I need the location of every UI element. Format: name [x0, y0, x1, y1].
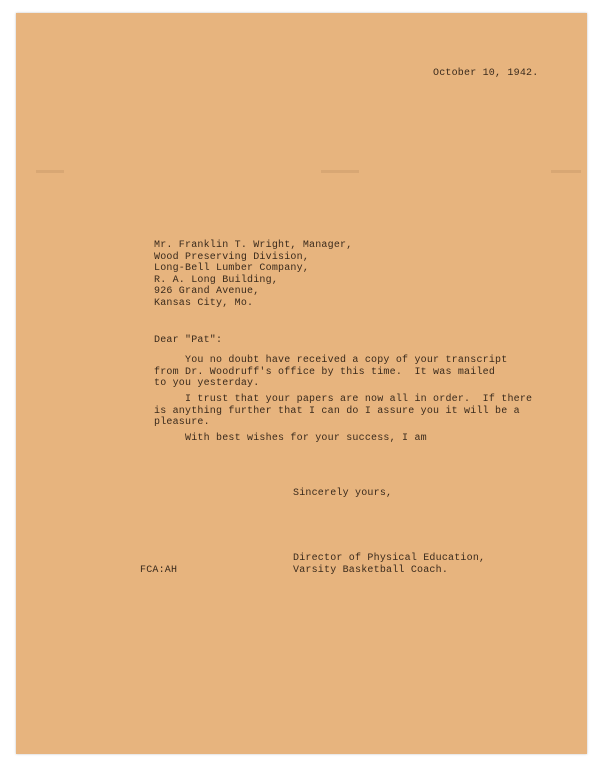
signature-line: Director of Physical Education,	[293, 553, 486, 564]
body-paragraph: I trust that your papers are now all in order. If there is anything further that I can do I assure you it will be a pleasure.	[154, 394, 533, 429]
address-line: Mr. Franklin T. Wright, Manager,	[154, 240, 353, 251]
reference-initials: FCA:AH	[140, 565, 178, 576]
faint-mark	[321, 170, 359, 173]
address-line: Long-Bell Lumber Company,	[154, 263, 310, 275]
address-line: Kansas City, Mo.	[154, 297, 254, 309]
faint-mark	[36, 170, 64, 173]
signature-block	[293, 553, 485, 576]
signature-line: Varsity Basketball Coach.	[293, 564, 449, 576]
recipient-address	[154, 240, 352, 310]
salutation: Dear "Pat":	[154, 335, 223, 346]
body-paragraph: With best wishes for your success, I am	[154, 433, 427, 444]
complimentary-closing: Sincerely yours,	[293, 488, 393, 499]
address-line: Wood Preserving Division,	[154, 251, 310, 263]
faint-mark	[551, 170, 581, 173]
letter-page	[16, 13, 587, 754]
address-line: R. A. Long Building,	[154, 274, 279, 286]
address-line: 926 Grand Avenue,	[154, 286, 260, 298]
body-paragraph: You no doubt have received a copy of your transcript from Dr. Woodruff's office by this time. It was mailed to you yesterday.	[154, 355, 508, 390]
letter-date: October 10, 1942.	[433, 68, 539, 79]
